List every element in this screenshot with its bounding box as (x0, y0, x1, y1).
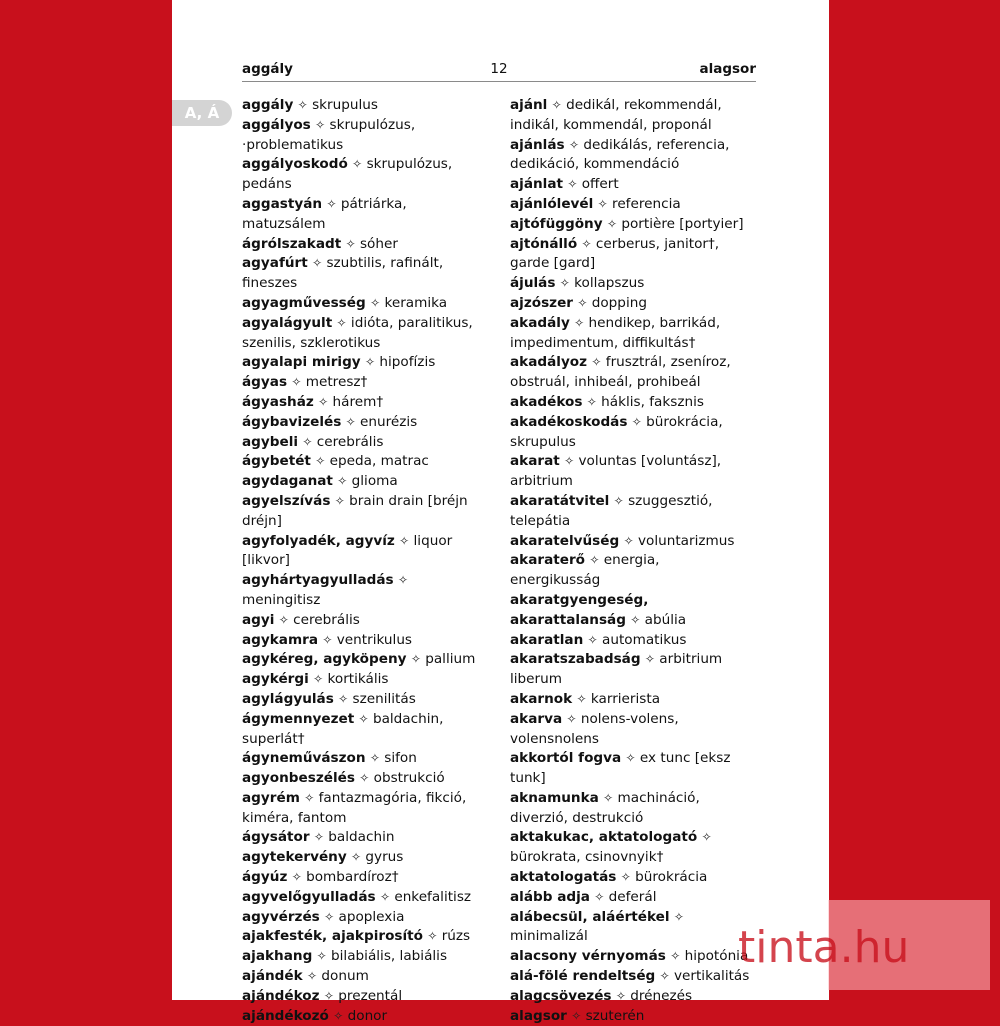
separator-icon: ✧ (567, 177, 578, 192)
entry-definition: szuterén (585, 1007, 645, 1024)
separator-icon: ✧ (670, 949, 681, 964)
dictionary-entry (242, 1007, 484, 1026)
dictionary-entry (242, 868, 484, 888)
dictionary-entry (242, 888, 484, 908)
entry-definition: hárem† (332, 393, 384, 410)
entry-definition: rúzs (441, 928, 471, 945)
dictionary-entry (242, 413, 484, 433)
dictionary-entry (510, 393, 752, 413)
dictionary-entry (242, 314, 484, 354)
entry-definition: sóher (359, 235, 398, 252)
entry-headword: akaratszabadság (510, 651, 641, 668)
entry-definition: kollapszus (574, 275, 645, 292)
entry-headword: ágrólszakadt (242, 235, 342, 252)
dictionary-entry (242, 452, 484, 472)
dictionary-entry (510, 888, 752, 908)
entry-definition: arbitrium liberum (510, 651, 723, 688)
dictionary-entry (510, 631, 752, 651)
separator-icon: ✧ (551, 98, 562, 112)
entry-definition: cerberus, janitor†, garde [gard] (510, 235, 720, 272)
dictionary-entry (510, 828, 752, 868)
separator-icon: ✧ (577, 295, 588, 310)
dictionary-entry (242, 947, 484, 967)
dictionary-entry (242, 155, 484, 195)
entry-headword: alábecsül, aláértékel (510, 908, 670, 925)
dictionary-entry (510, 650, 752, 690)
separator-icon: ✧ (291, 375, 302, 390)
entry-definition: deferál (608, 888, 657, 905)
separator-icon: ✧ (304, 790, 315, 805)
entry-headword: alacsony vérnyomás (510, 948, 666, 965)
entries-column-left (242, 96, 484, 1026)
separator-icon: ✧ (315, 454, 326, 469)
dictionary-entry (242, 769, 484, 789)
entry-definition: háklis, faksznis (601, 393, 704, 410)
entry-definition: dedikálás, referencia, dedikáció, kommendáció (510, 136, 730, 173)
entry-definition: szuggesztió, telepátia (510, 492, 713, 529)
entry-headword: ágyúz (242, 869, 288, 886)
dictionary-entry (242, 195, 484, 235)
separator-icon: ✧ (581, 236, 592, 251)
entry-headword: ajándék (242, 968, 303, 985)
header-rule (242, 81, 756, 82)
dictionary-entry (242, 710, 484, 750)
dictionary-entry (510, 353, 752, 393)
dictionary-entry (242, 987, 484, 1007)
separator-icon: ✧ (606, 216, 617, 231)
entry-definition: karrierista (590, 690, 661, 707)
entry-headword: agykérgi (242, 671, 309, 688)
entry-definition: hipotónia (684, 948, 749, 965)
separator-icon: ✧ (613, 493, 624, 508)
entry-headword: ajándékozó (242, 1007, 329, 1024)
separator-icon: ✧ (589, 553, 600, 568)
separator-icon: ✧ (571, 1008, 582, 1023)
separator-icon: ✧ (659, 969, 670, 984)
entry-headword: agydaganat (242, 473, 333, 490)
entry-definition: hipofízis (379, 354, 436, 371)
separator-icon: ✧ (564, 454, 575, 469)
entry-headword: akaratlan (510, 631, 584, 648)
dictionary-entry (242, 96, 484, 116)
separator-icon: ✧ (297, 98, 308, 112)
dictionary-entry (242, 571, 484, 611)
separator-icon: ✧ (379, 889, 390, 904)
separator-icon: ✧ (576, 691, 587, 706)
separator-icon: ✧ (278, 612, 289, 627)
entry-headword: ágyasház (242, 393, 314, 410)
entry-headword: agytekervény (242, 849, 347, 866)
separator-icon: ✧ (369, 751, 380, 766)
dictionary-entry (242, 670, 484, 690)
separator-icon: ✧ (359, 771, 370, 786)
separator-icon: ✧ (336, 315, 347, 330)
separator-icon: ✧ (427, 929, 438, 944)
entry-headword: akadályoz (510, 354, 588, 371)
entry-headword: aktakukac, aktatologató (510, 829, 698, 846)
entry-definition: bürokrata, csinovnyik† (510, 849, 664, 866)
entry-definition: szubtilis, rafinált, fineszes (242, 255, 444, 292)
entry-headword: agyagművesség (242, 294, 366, 311)
separator-icon: ✧ (603, 790, 614, 805)
entry-definition: donum (321, 968, 369, 985)
entry-headword: ajánlat (510, 176, 564, 193)
entry-headword: ajánl (510, 97, 548, 113)
dictionary-entry (510, 690, 752, 710)
dictionary-entry (242, 353, 484, 373)
dictionary-entry (510, 195, 752, 215)
entry-headword: ajtófüggöny (510, 215, 603, 232)
entry-definition: minimalizál (510, 928, 588, 945)
entry-definition: obstrukció (373, 770, 445, 787)
entry-headword: agyalágyult (242, 314, 333, 331)
entry-definition: cerebrális (316, 433, 384, 450)
entry-definition: dedikál, rekommendál, indikál, kommendál, proponál (510, 97, 722, 133)
dictionary-entry (242, 433, 484, 453)
separator-icon: ✧ (673, 909, 684, 924)
entry-headword: akarat (510, 453, 560, 470)
entry-definition: pátriárka, matuzsálem (242, 195, 407, 232)
separator-icon: ✧ (594, 889, 605, 904)
dictionary-entry (510, 947, 752, 967)
entry-headword: ágyneművászon (242, 750, 366, 767)
entry-definition: bilabiális, labiális (331, 948, 448, 965)
entry-definition: offert (581, 176, 619, 193)
dictionary-entry (510, 136, 752, 176)
dictionary-entry (242, 472, 484, 492)
entry-headword: agyafúrt (242, 255, 308, 272)
entry-definition: machináció, diverzió, destrukció (510, 789, 700, 826)
separator-icon: ✧ (352, 157, 363, 172)
entry-definition: drénezés (630, 987, 693, 1004)
entry-headword: ajakhang (242, 948, 313, 965)
separator-icon: ✧ (334, 493, 345, 508)
entry-definition: sifon (384, 750, 417, 767)
separator-icon: ✧ (307, 969, 318, 984)
separator-icon: ✧ (615, 988, 626, 1003)
dictionary-entry (510, 908, 752, 948)
entry-definition: bürokrácia, skrupulus (510, 413, 723, 450)
dictionary-entry (510, 294, 752, 314)
entry-headword: alább adja (510, 888, 590, 905)
separator-icon: ✧ (322, 632, 333, 647)
entry-headword: ágysátor (242, 829, 310, 846)
entry-definition: bombardíroz† (306, 869, 399, 886)
dictionary-entry (242, 828, 484, 848)
entry-definition: voluntarizmus (637, 532, 735, 549)
separator-icon: ✧ (365, 355, 376, 370)
entry-headword: agyonbeszélés (242, 770, 355, 787)
separator-icon: ✧ (623, 533, 634, 548)
entry-definition: abúlia (644, 611, 687, 628)
separator-icon: ✧ (566, 711, 577, 726)
entry-definition: metresz† (305, 374, 368, 391)
separator-icon: ✧ (291, 870, 302, 885)
entry-definition: brain drain [bréjn dréjn] (242, 492, 468, 529)
separator-icon: ✧ (397, 573, 408, 588)
entry-headword: ajtónálló (510, 235, 578, 252)
separator-icon: ✧ (587, 632, 598, 647)
dictionary-entry (242, 254, 484, 294)
separator-icon: ✧ (410, 652, 421, 667)
running-head (242, 61, 756, 81)
dictionary-entry (242, 848, 484, 868)
entry-headword: agykamra (242, 631, 319, 648)
dictionary-entry (510, 175, 752, 195)
entry-headword: ágybetét (242, 453, 311, 470)
separator-icon: ✧ (302, 434, 313, 449)
entry-headword: ajándékoz (242, 987, 320, 1004)
entry-definition: meningitisz (242, 591, 321, 608)
entry-definition: baldachin, superlát† (242, 710, 444, 747)
entry-headword: akadékoskodás (510, 413, 628, 430)
entry-headword: agylágyulás (242, 690, 334, 707)
separator-icon: ✧ (559, 276, 570, 291)
separator-icon: ✧ (315, 117, 326, 132)
entry-headword: akkortól fogva (510, 750, 622, 767)
dictionary-entry (510, 1007, 752, 1026)
entry-definition: automatikus (602, 631, 687, 648)
entry-definition: gyrus (365, 849, 404, 866)
entries-column-right (510, 96, 752, 1026)
separator-icon: ✧ (631, 414, 642, 429)
entry-headword: ájulás (510, 275, 556, 292)
dictionary-entry (242, 235, 484, 255)
entry-headword: agybeli (242, 433, 299, 450)
entry-definition: kortikális (327, 671, 389, 688)
entry-headword: aggastyán (242, 195, 323, 212)
entry-headword: agyvelőgyulladás (242, 888, 376, 905)
entry-definition: glioma (351, 473, 398, 490)
entry-headword: ajánlólevél (510, 195, 594, 212)
separator-icon: ✧ (313, 830, 324, 845)
entry-headword: alagcsövezés (510, 987, 612, 1004)
separator-icon: ✧ (701, 830, 712, 845)
entry-definition: ex tunc [eksz tunk] (510, 750, 731, 787)
dictionary-entry (510, 274, 752, 294)
entry-headword: akaraterő (510, 552, 586, 569)
dictionary-entry (242, 373, 484, 393)
separator-icon: ✧ (312, 256, 323, 271)
dictionary-entry (510, 96, 752, 136)
dictionary-entry (242, 116, 484, 156)
entry-definition: fantazmagória, fikció, kiméra, fantom (242, 789, 467, 826)
entry-definition: enkefalitisz (394, 888, 472, 905)
entry-headword: akaratelvűség (510, 532, 620, 549)
dictionary-entry (242, 927, 484, 947)
separator-icon: ✧ (597, 196, 608, 211)
separator-icon: ✧ (358, 711, 369, 726)
entry-definition: dopping (591, 294, 647, 311)
separator-icon: ✧ (351, 850, 362, 865)
entry-definition: enurézis (360, 413, 418, 430)
separator-icon: ✧ (644, 652, 655, 667)
entry-headword: ajánlás (510, 136, 565, 153)
separator-icon: ✧ (399, 533, 410, 548)
dictionary-entry (242, 967, 484, 987)
dictionary-entry (242, 532, 484, 572)
separator-icon: ✧ (318, 394, 329, 409)
separator-icon: ✧ (630, 612, 641, 627)
entry-headword: agyhártyagyulladás (242, 572, 394, 589)
entry-headword: ágybavizelés (242, 413, 342, 430)
entry-definition: vertikalitás (673, 968, 750, 985)
dictionary-entry (510, 215, 752, 235)
entry-headword: agyelszívás (242, 492, 331, 509)
entry-headword: akadékos (510, 393, 583, 410)
entry-headword: akarnok (510, 690, 573, 707)
entry-headword: aggályos (242, 116, 311, 133)
entry-definition: epeda, matrac (329, 453, 429, 470)
separator-icon: ✧ (333, 1008, 344, 1023)
entry-definition: bürokrácia (635, 869, 708, 886)
entry-definition: idióta, paralitikus, szenilis, szklerotikus (242, 314, 473, 351)
dictionary-entry (242, 294, 484, 314)
entry-definition: referencia (612, 195, 681, 212)
entry-headword: aggályoskodó (242, 156, 348, 173)
entry-headword: agykéreg, agyköpeny (242, 651, 407, 668)
entry-definition: hendikep, barrikád, impedimentum, diffikultás† (510, 314, 721, 351)
entry-definition: donor (347, 1007, 388, 1024)
entry-definition: skrupulózus, pedáns (242, 156, 453, 193)
entry-headword: akaratgyengeség, akarattalanság (510, 591, 649, 628)
entry-headword: agyi (242, 611, 275, 628)
separator-icon: ✧ (620, 870, 631, 885)
dictionary-entry (242, 492, 484, 532)
separator-icon: ✧ (316, 949, 327, 964)
entry-definition: keramika (384, 294, 448, 311)
entry-definition: ventrikulus (336, 631, 413, 648)
separator-icon: ✧ (345, 414, 356, 429)
entry-definition: voluntas [voluntász], arbitrium (510, 453, 722, 490)
dictionary-entry (242, 908, 484, 928)
entry-headword: ágyas (242, 374, 288, 391)
dictionary-entry (510, 749, 752, 789)
dictionary-entry (242, 749, 484, 769)
dictionary-entry (242, 690, 484, 710)
entry-headword: akadály (510, 314, 570, 331)
entry-headword: aggály (242, 97, 294, 113)
header-first-word: aggály (242, 61, 293, 77)
entry-definition: frusztrál, zseníroz, obstruál, inhibeál, prohibeál (510, 354, 731, 391)
dictionary-entry (242, 789, 484, 829)
entry-definition: liquor [likvor] (242, 532, 453, 569)
separator-icon: ✧ (313, 672, 324, 687)
entry-headword: aknamunka (510, 789, 599, 806)
dictionary-entry (510, 987, 752, 1007)
dictionary-entry (242, 393, 484, 413)
entry-definition: portière [portyier] (621, 215, 744, 232)
separator-icon: ✧ (345, 236, 356, 251)
entry-definition: apoplexia (338, 908, 405, 925)
separator-icon: ✧ (625, 751, 636, 766)
separator-icon: ✧ (586, 394, 597, 409)
dictionary-entry (510, 710, 752, 750)
entry-headword: akaratátvitel (510, 492, 610, 509)
dictionary-entry (510, 532, 752, 552)
entry-definition: skrupulus (312, 97, 378, 113)
dictionary-entry (510, 452, 752, 492)
entry-headword: alá-fölé rendeltség (510, 968, 656, 985)
dictionary-entry (242, 611, 484, 631)
separator-icon: ✧ (574, 315, 585, 330)
entry-headword: akarva (510, 710, 563, 727)
entry-headword: alagsor (510, 1007, 567, 1024)
entry-headword: ajakfesték, ajakpirosító (242, 928, 423, 945)
dictionary-entry (242, 650, 484, 670)
entry-headword: ajzószer (510, 294, 574, 311)
separator-icon: ✧ (568, 137, 579, 152)
entry-headword: agyvérzés (242, 908, 320, 925)
dictionary-entry (510, 314, 752, 354)
separator-icon: ✧ (338, 691, 349, 706)
watermark-text: tinta.hu (738, 922, 910, 973)
entry-headword: agyfolyadék, agyvíz (242, 532, 395, 549)
dictionary-entry (510, 551, 752, 591)
separator-icon: ✧ (326, 196, 337, 211)
separator-icon: ✧ (324, 909, 335, 924)
entry-headword: agyrém (242, 789, 300, 806)
separator-icon: ✧ (591, 355, 602, 370)
entry-definition: cerebrális (293, 611, 360, 628)
dictionary-entry (510, 868, 752, 888)
dictionary-entry (510, 789, 752, 829)
entry-definition: nolens-volens, volensnolens (510, 710, 679, 747)
dictionary-entry (510, 235, 752, 275)
dictionary-entry (242, 631, 484, 651)
entry-headword: agyalapi mirigy (242, 354, 361, 371)
dictionary-entry (510, 492, 752, 532)
entry-headword: aktatologatás (510, 869, 617, 886)
entry-definition: prezentál (338, 987, 403, 1004)
page-number: 12 (490, 61, 508, 77)
entry-definition: energia, energikusság (510, 552, 660, 589)
separator-icon: ✧ (337, 474, 348, 489)
dictionary-entry (510, 591, 752, 631)
entry-definition: baldachin (328, 829, 395, 846)
dictionary-entry (510, 413, 752, 453)
entry-headword: ágymennyezet (242, 710, 355, 727)
letter-tab: A, Á (172, 100, 232, 126)
dictionary-entry (510, 967, 752, 987)
entry-definition: szenilitás (352, 690, 416, 707)
header-last-word: alagsor (699, 61, 756, 77)
entry-definition: skrupulózus, ·problematikus (242, 116, 416, 153)
entry-definition: pallium (425, 651, 476, 668)
separator-icon: ✧ (323, 988, 334, 1003)
separator-icon: ✧ (370, 295, 381, 310)
